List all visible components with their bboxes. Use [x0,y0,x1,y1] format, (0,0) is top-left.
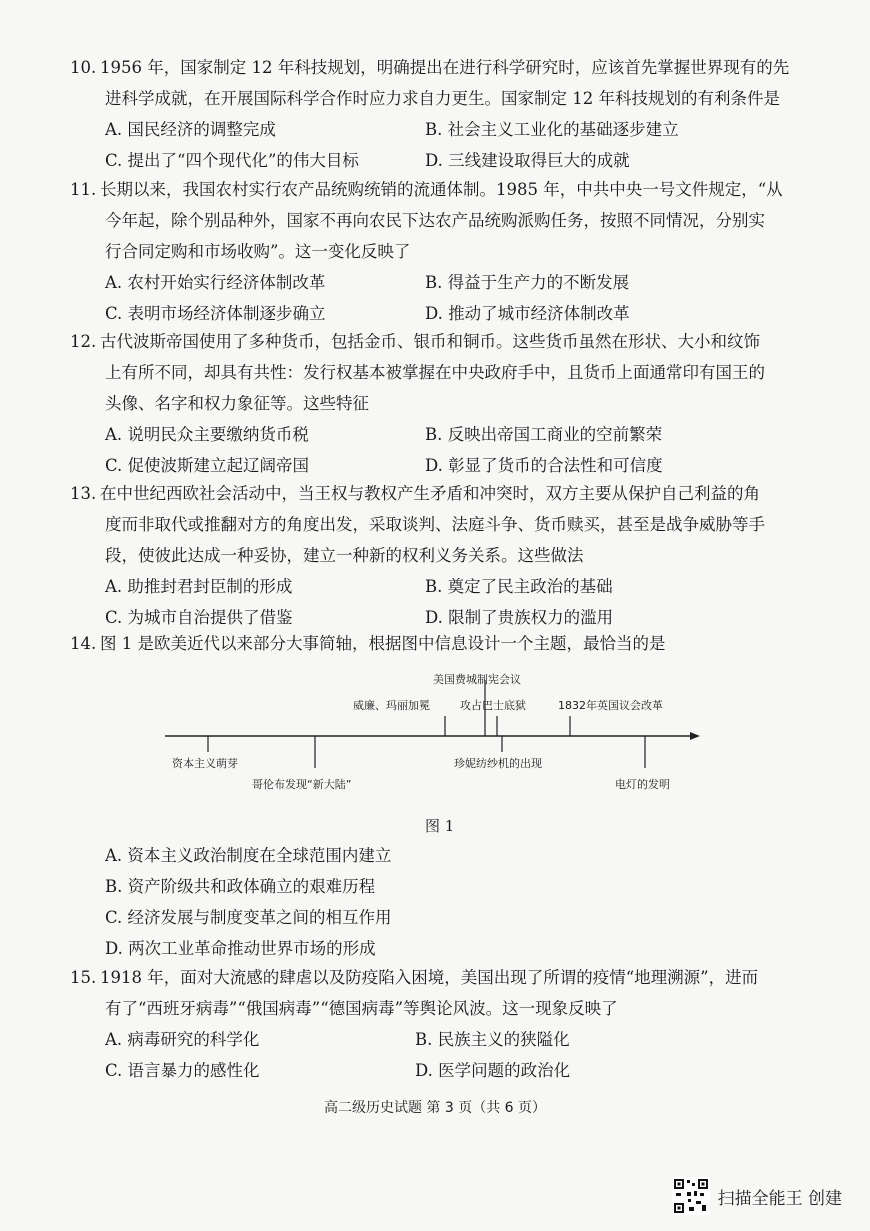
option-b: B. 反映出帝国工商业的空前繁荣 [425,425,663,444]
watermark-text: 扫描全能王 创建 [717,1188,842,1209]
option-a: A. 说明民众主要缴纳货币税 [105,425,309,444]
timeline-figure [160,668,700,808]
question-10 [70,52,840,176]
option-c: C. 为城市自治提供了借鉴 [105,608,293,627]
question-number: 13. [70,484,97,503]
question-stem-line: 长期以来，我国农村实行农产品统购统销的流通体制。1985 年，中共中央一号文件规定，“从 [100,180,783,199]
question-stem-line: 1956 年，国家制定 12 年科技规划，明确提出在进行科学研究时，应该首先掌握世界现有的先 [100,58,790,77]
option-d: D. 限制了贵族权力的滥用 [425,608,614,627]
question-number: 14. [70,634,97,653]
option-d: D. 彰显了货币的合法性和可信度 [425,456,663,475]
question-14-options [70,840,840,964]
question-11 [70,174,840,329]
question-number: 10. [70,58,97,77]
timeline-event-label: 美国费城制宪会议 [433,673,521,686]
option-a: A. 农村开始实行经济体制改革 [105,273,326,292]
question-14 [70,628,840,659]
timeline-event-label: 哥伦布发现“新大陆” [252,778,352,791]
option-d: D. 推动了城市经济体制改革 [425,304,630,323]
option-c: C. 表明市场经济体制逐步确立 [105,304,326,323]
option-a: A. 资本主义政治制度在全球范围内建立 [105,846,392,865]
question-stem-line: 在中世纪西欧社会活动中，当王权与教权产生矛盾和冲突时，双方主要从保护自己利益的角 [100,484,760,503]
timeline-event-label: 1832年英国议会改革 [558,699,663,712]
question-stem-line: 进科学成就，在开展国际科学合作时应力求自力更生。国家制定 12 年科技规划的有利条件是 [105,89,780,108]
option-b: B. 奠定了民主政治的基础 [425,577,613,596]
timeline-event-label: 电灯的发明 [615,778,670,791]
question-12 [70,326,840,481]
option-c: C. 语言暴力的感性化 [105,1061,260,1080]
page-footer: 高二级历史试题 第 3 页（共 6 页） [323,1100,547,1116]
option-b: B. 民族主义的狭隘化 [415,1030,570,1049]
question-stem-line: 头像、名字和权力象征等。这些特征 [105,394,369,413]
timeline-event-label: 珍妮纺纱机的出现 [454,757,542,770]
question-stem-line: 有了“西班牙病毒”“俄国病毒”“德国病毒”等舆论风波。这一现象反映了 [105,999,618,1018]
question-15 [70,962,840,1086]
option-d: D. 两次工业革命推动世界市场的形成 [105,939,376,958]
figure-caption: 图 1 [425,817,455,835]
option-a: A. 助推封君封臣制的形成 [105,577,293,596]
timeline-event-label: 威廉、玛丽加冕 [353,699,430,712]
qr-code-icon [672,1177,710,1215]
question-13 [70,478,840,633]
option-b: B. 资产阶级共和政体确立的艰难历程 [105,877,376,896]
question-stem-line: 今年起，除个别品种外，国家不再向农民下达农产品统购派购任务，按照不同情况，分别实 [105,211,765,230]
question-stem-line: 古代波斯帝国使用了多种货币，包括金币、银币和铜币。这些货币虽然在形状、大小和纹饰 [100,332,760,351]
option-a: A. 病毒研究的科学化 [105,1030,260,1049]
timeline-event-label: 资本主义萌芽 [172,757,238,770]
option-b: B. 得益于生产力的不断发展 [425,273,630,292]
question-number: 15. [70,968,97,987]
question-stem-line: 图 1 是欧美近代以来部分大事简轴，根据图中信息设计一个主题，最恰当的是 [100,634,666,653]
scanner-watermark [672,1177,842,1215]
option-d: D. 医学问题的政治化 [415,1061,571,1080]
option-a: A. 国民经济的调整完成 [105,120,276,139]
question-stem-line: 上有所不同，却具有共性：发行权基本被掌握在中央政府手中，且货币上面通常印有国王的 [105,363,765,382]
question-stem-line: 1918 年，面对大流感的肆虐以及防疫陷入困境，美国出现了所谓的疫情“地理溯源”，进而 [100,968,759,987]
question-stem-line: 行合同定购和市场收购”。这一变化反映了 [105,242,411,261]
option-c: C. 提出了“四个现代化”的伟大目标 [105,151,359,170]
question-stem-line: 段，使彼此达成一种妥协，建立一种新的权利义务关系。这些做法 [105,546,584,565]
option-c: C. 促使波斯建立起辽阔帝国 [105,456,310,475]
option-c: C. 经济发展与制度变革之间的相互作用 [105,908,392,927]
question-stem-line: 度而非取代或推翻对方的角度出发，采取谈判、法庭斗争、货币赎买，甚至是战争威胁等手 [105,515,765,534]
timeline-event-label: 攻占巴士底狱 [460,699,526,712]
question-number: 12. [70,332,97,351]
option-d: D. 三线建设取得巨大的成就 [425,151,630,170]
question-number: 11. [70,180,97,199]
option-b: B. 社会主义工业化的基础逐步建立 [425,120,679,139]
